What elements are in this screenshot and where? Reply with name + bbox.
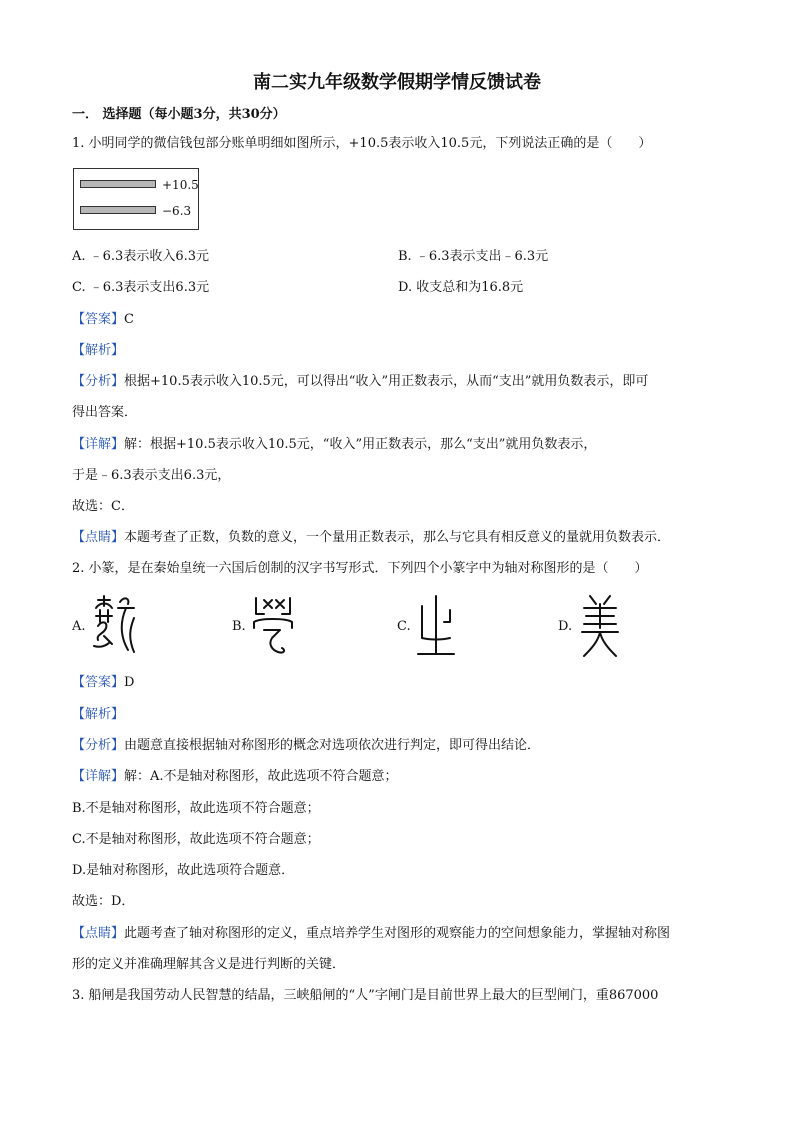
q1-xiangjie-3: 故选：C． [72, 499, 134, 514]
q1-dianjing [72, 529, 670, 547]
answer-tag: 【答案】 [72, 312, 125, 327]
q1-analysis-heading [72, 342, 124, 360]
analysis-tag: 【解析】 [72, 343, 125, 358]
q1-option-c: C. ﹣6.3表示支出6.3元 [72, 280, 210, 295]
income-label: +10.5 [162, 178, 199, 192]
xiangjie-tag: 【详解】 [72, 437, 125, 452]
q2-option-a-label: A. [72, 619, 86, 634]
answer-tag: 【答案】 [72, 675, 125, 690]
dianjing-tag: 【点睛】 [72, 530, 125, 545]
q2-option-c-label: C. [397, 619, 411, 634]
q2-xiangjie-4: D.是轴对称图形，故此选项符合题意． [72, 863, 295, 878]
income-bar [80, 180, 156, 188]
q2-option-d-label: D. [558, 619, 573, 634]
q2-dianjing-2: 形的定义并准确理解其含义是进行判断的关键． [72, 957, 346, 972]
q2-answer [72, 674, 134, 692]
answer-value: C [124, 312, 134, 327]
dianjing-tag: 【点睛】 [72, 926, 125, 941]
wallet-ledger-figure [73, 168, 199, 230]
q1-fenxi-1 [72, 373, 648, 391]
fenxi-text: 根据+10.5表示收入10.5元，可以得出“收入”用正数表示，从而“支出”就用负数表示，即可 [124, 374, 649, 389]
q1-option-a: A. ﹣6.3表示收入6.3元 [72, 249, 210, 264]
q2-xiangjie-5: 故选：D． [72, 894, 135, 909]
q2-xiangjie-1 [72, 768, 398, 786]
q1-option-d: D. 收支总和为16.8元 [398, 280, 524, 295]
q1-fenxi-2: 得出答案． [72, 405, 138, 420]
answer-value: D [124, 675, 135, 690]
q2-option-b-label: B. [232, 619, 246, 634]
q2-xiangjie-3: C.不是轴对称图形，故此选项不符合题意； [72, 832, 320, 847]
seal-character-c-icon [414, 592, 458, 660]
q3-stem: 3. 船闸是我国劳动人民智慧的结晶，三峡船闸的“人”字闸门是目前世界上最大的巨型闸门，重867000 [72, 988, 659, 1003]
section-heading: 一． 选择题（每小题3分，共30分） [72, 107, 286, 122]
fenxi-text: 由题意直接根据轴对称图形的概念对选项依次进行判定，即可得出结论． [124, 738, 541, 753]
seal-character-a-icon [90, 592, 138, 660]
fenxi-tag: 【分析】 [72, 374, 125, 389]
q2-xiangjie-2: B.不是轴对称图形，故此选项不符合题意； [72, 801, 320, 816]
q1-answer [72, 311, 134, 329]
xiangjie-tag: 【详解】 [72, 769, 125, 784]
q1-stem: 1. 小明同学的微信钱包部分账单明细如图所示，+10.5表示收入10.5元，下列说法正确的是（ ） [72, 136, 652, 151]
q2-stem: 2. 小篆，是在秦始皇统一六国后创制的汉字书写形式．下列四个小篆字中为轴对称图形的是（ ） [72, 561, 648, 576]
q2-fenxi [72, 737, 540, 755]
dianjing-text: 本题考查了正数，负数的意义，一个量用正数表示，那么与它具有相反意义的量就用负数表示． [124, 530, 671, 545]
q1-xiangjie-1 [72, 436, 596, 454]
xiangjie-text: 解：A.不是轴对称图形，故此选项不符合题意； [124, 769, 398, 784]
expense-bar [80, 206, 156, 214]
seal-character-d-icon [578, 592, 622, 660]
dianjing-text: 此题考查了轴对称图形的定义，重点培养学生对图形的观察能力的空间想象能力，掌握轴对称图 [124, 926, 671, 941]
analysis-tag: 【解析】 [72, 707, 125, 722]
xiangjie-text: 解：根据+10.5表示收入10.5元，“收入”用正数表示，那么“支出”就用负数表示， [124, 437, 597, 452]
q1-xiangjie-2: 于是﹣6.3表示支出6.3元， [72, 468, 231, 483]
q2-dianjing-1 [72, 925, 670, 943]
expense-label: −6.3 [162, 204, 192, 218]
exam-title: 南二实九年级数学假期学情反馈试卷 [253, 72, 541, 93]
fenxi-tag: 【分析】 [72, 738, 125, 753]
q2-analysis-heading [72, 706, 124, 724]
q1-option-b: B. ﹣6.3表示支出﹣6.3元 [398, 249, 549, 264]
seal-character-b-icon [250, 592, 296, 660]
